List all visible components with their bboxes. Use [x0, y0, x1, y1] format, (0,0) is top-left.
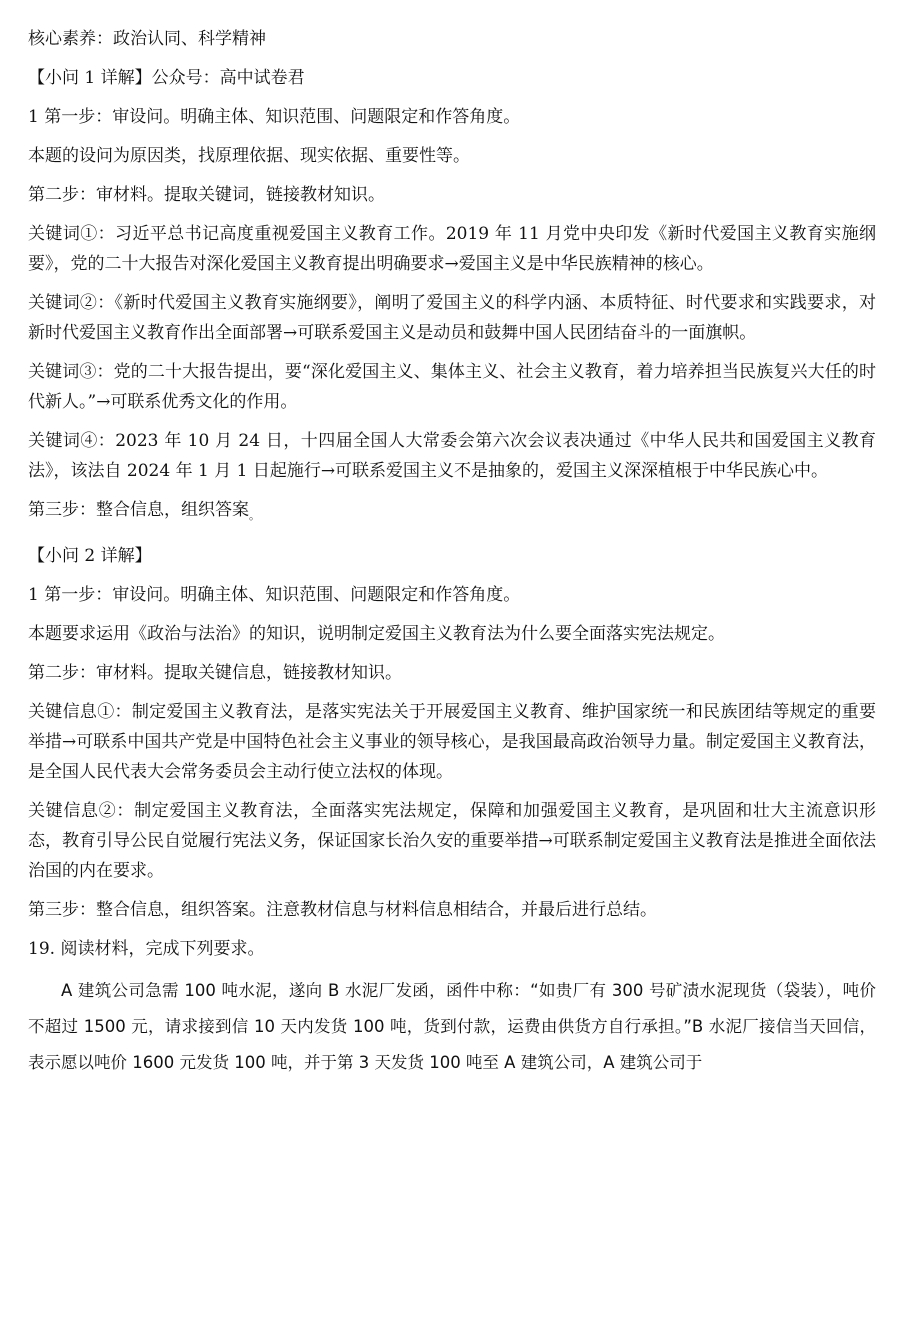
q19-title: 19. 阅读材料，完成下列要求。 — [28, 939, 265, 959]
core-literacy: 核心素养：政治认同、科学精神 — [28, 29, 266, 49]
q2-info1: 关键信息①：制定爱国主义教育法，是落实宪法关于开展爱国主义教育、维护国家统一和民族团结等规定的重要举措→可联系中国共产党是中国特色社会主义事业的领导核心，是我国最高政治领导力量。制定爱国主义教育法，是全国人民代表大会常务委员会主动行使立法权的体现。 — [28, 702, 876, 782]
q1-header-line — [28, 63, 876, 93]
q1-step3-mark: 。 — [249, 509, 260, 522]
q1-keyword4: 关键词④：2023 年 10 月 24 日，十四届全国人大常委会第六次会议表决通过《中华人民共和国爱国主义教育法》，该法自 2024 年 1 月 1 日起施行→可联系爱国主义不是抽象的，爱国主义深深植根于中华民族心中。 — [28, 431, 876, 481]
q1-step2: 第二步：审材料。提取关键词，链接教材知识。 — [28, 185, 385, 205]
q19-material: A 建筑公司急需 100 吨水泥，遂向 B 水泥厂发函，函件中称：“如贵厂有 300 号矿渍水泥现货（袋装），吨价不超过 1500 元，请求接到信 10 天内发货 100 吨，货到付款，运费由供货方自行承担。”B 水泥厂接信当天回信，表示愿以吨价 1600 元发货 100 吨，并于第 3 天发货 100 吨至 A 建筑公司，A 建筑公司于 — [28, 981, 876, 1072]
q1-keyword2: 关键词②：《新时代爱国主义教育实施纲要》，阐明了爱国主义的科学内涵、本质特征、时代要求和实践要求，对新时代爱国主义教育作出全面部署→可联系爱国主义是动员和鼓舞中国人民团结奋斗的一面旗帜。 — [28, 293, 876, 343]
q2-step1: 1 第一步：审设问。明确主体、知识范围、问题限定和作答角度。 — [28, 585, 521, 605]
q1-step3: 第三步：整合信息，组织答案 — [28, 500, 249, 520]
q1-step3-line — [28, 495, 876, 531]
q1-keyword3: 关键词③：党的二十大报告提出，要“深化爱国主义、集体主义、社会主义教育，着力培养担当民族复兴大任的时代新人。”→可联系优秀文化的作用。 — [28, 362, 876, 412]
q2-step2: 第二步：审材料。提取关键信息，链接教材知识。 — [28, 663, 402, 683]
q1-question-type: 本题的设问为原因类，找原理依据、现实依据、重要性等。 — [28, 146, 470, 166]
watermark-text: 公众号：高中试卷君 — [151, 68, 305, 88]
q2-step3: 第三步：整合信息，组织答案。注意教材信息与材料信息相结合，并最后进行总结。 — [28, 900, 657, 920]
q2-info2: 关键信息②：制定爱国主义教育法，全面落实宪法规定，保障和加强爱国主义教育，是巩固和壮大主流意识形态，教育引导公民自觉履行宪法义务，保证国家长治久安的重要举措→可联系制定爱国主义教育法是推进全面依法治国的内在要求。 — [28, 801, 876, 881]
q1-keyword1: 关键词①：习近平总书记高度重视爱国主义教育工作。2019 年 11 月党中央印发《新时代爱国主义教育实施纲要》，党的二十大报告对深化爱国主义教育提出明确要求→爱国主义是中华民族精神的核心。 — [28, 224, 876, 274]
q2-requirement: 本题要求运用《政治与法治》的知识，说明制定爱国主义教育法为什么要全面落实宪法规定。 — [28, 624, 725, 644]
q2-header: 【小问 2 详解】 — [28, 546, 152, 566]
q1-step1: 1 第一步：审设问。明确主体、知识范围、问题限定和作答角度。 — [28, 107, 521, 127]
q1-header: 【小问 1 详解】 — [28, 68, 152, 88]
